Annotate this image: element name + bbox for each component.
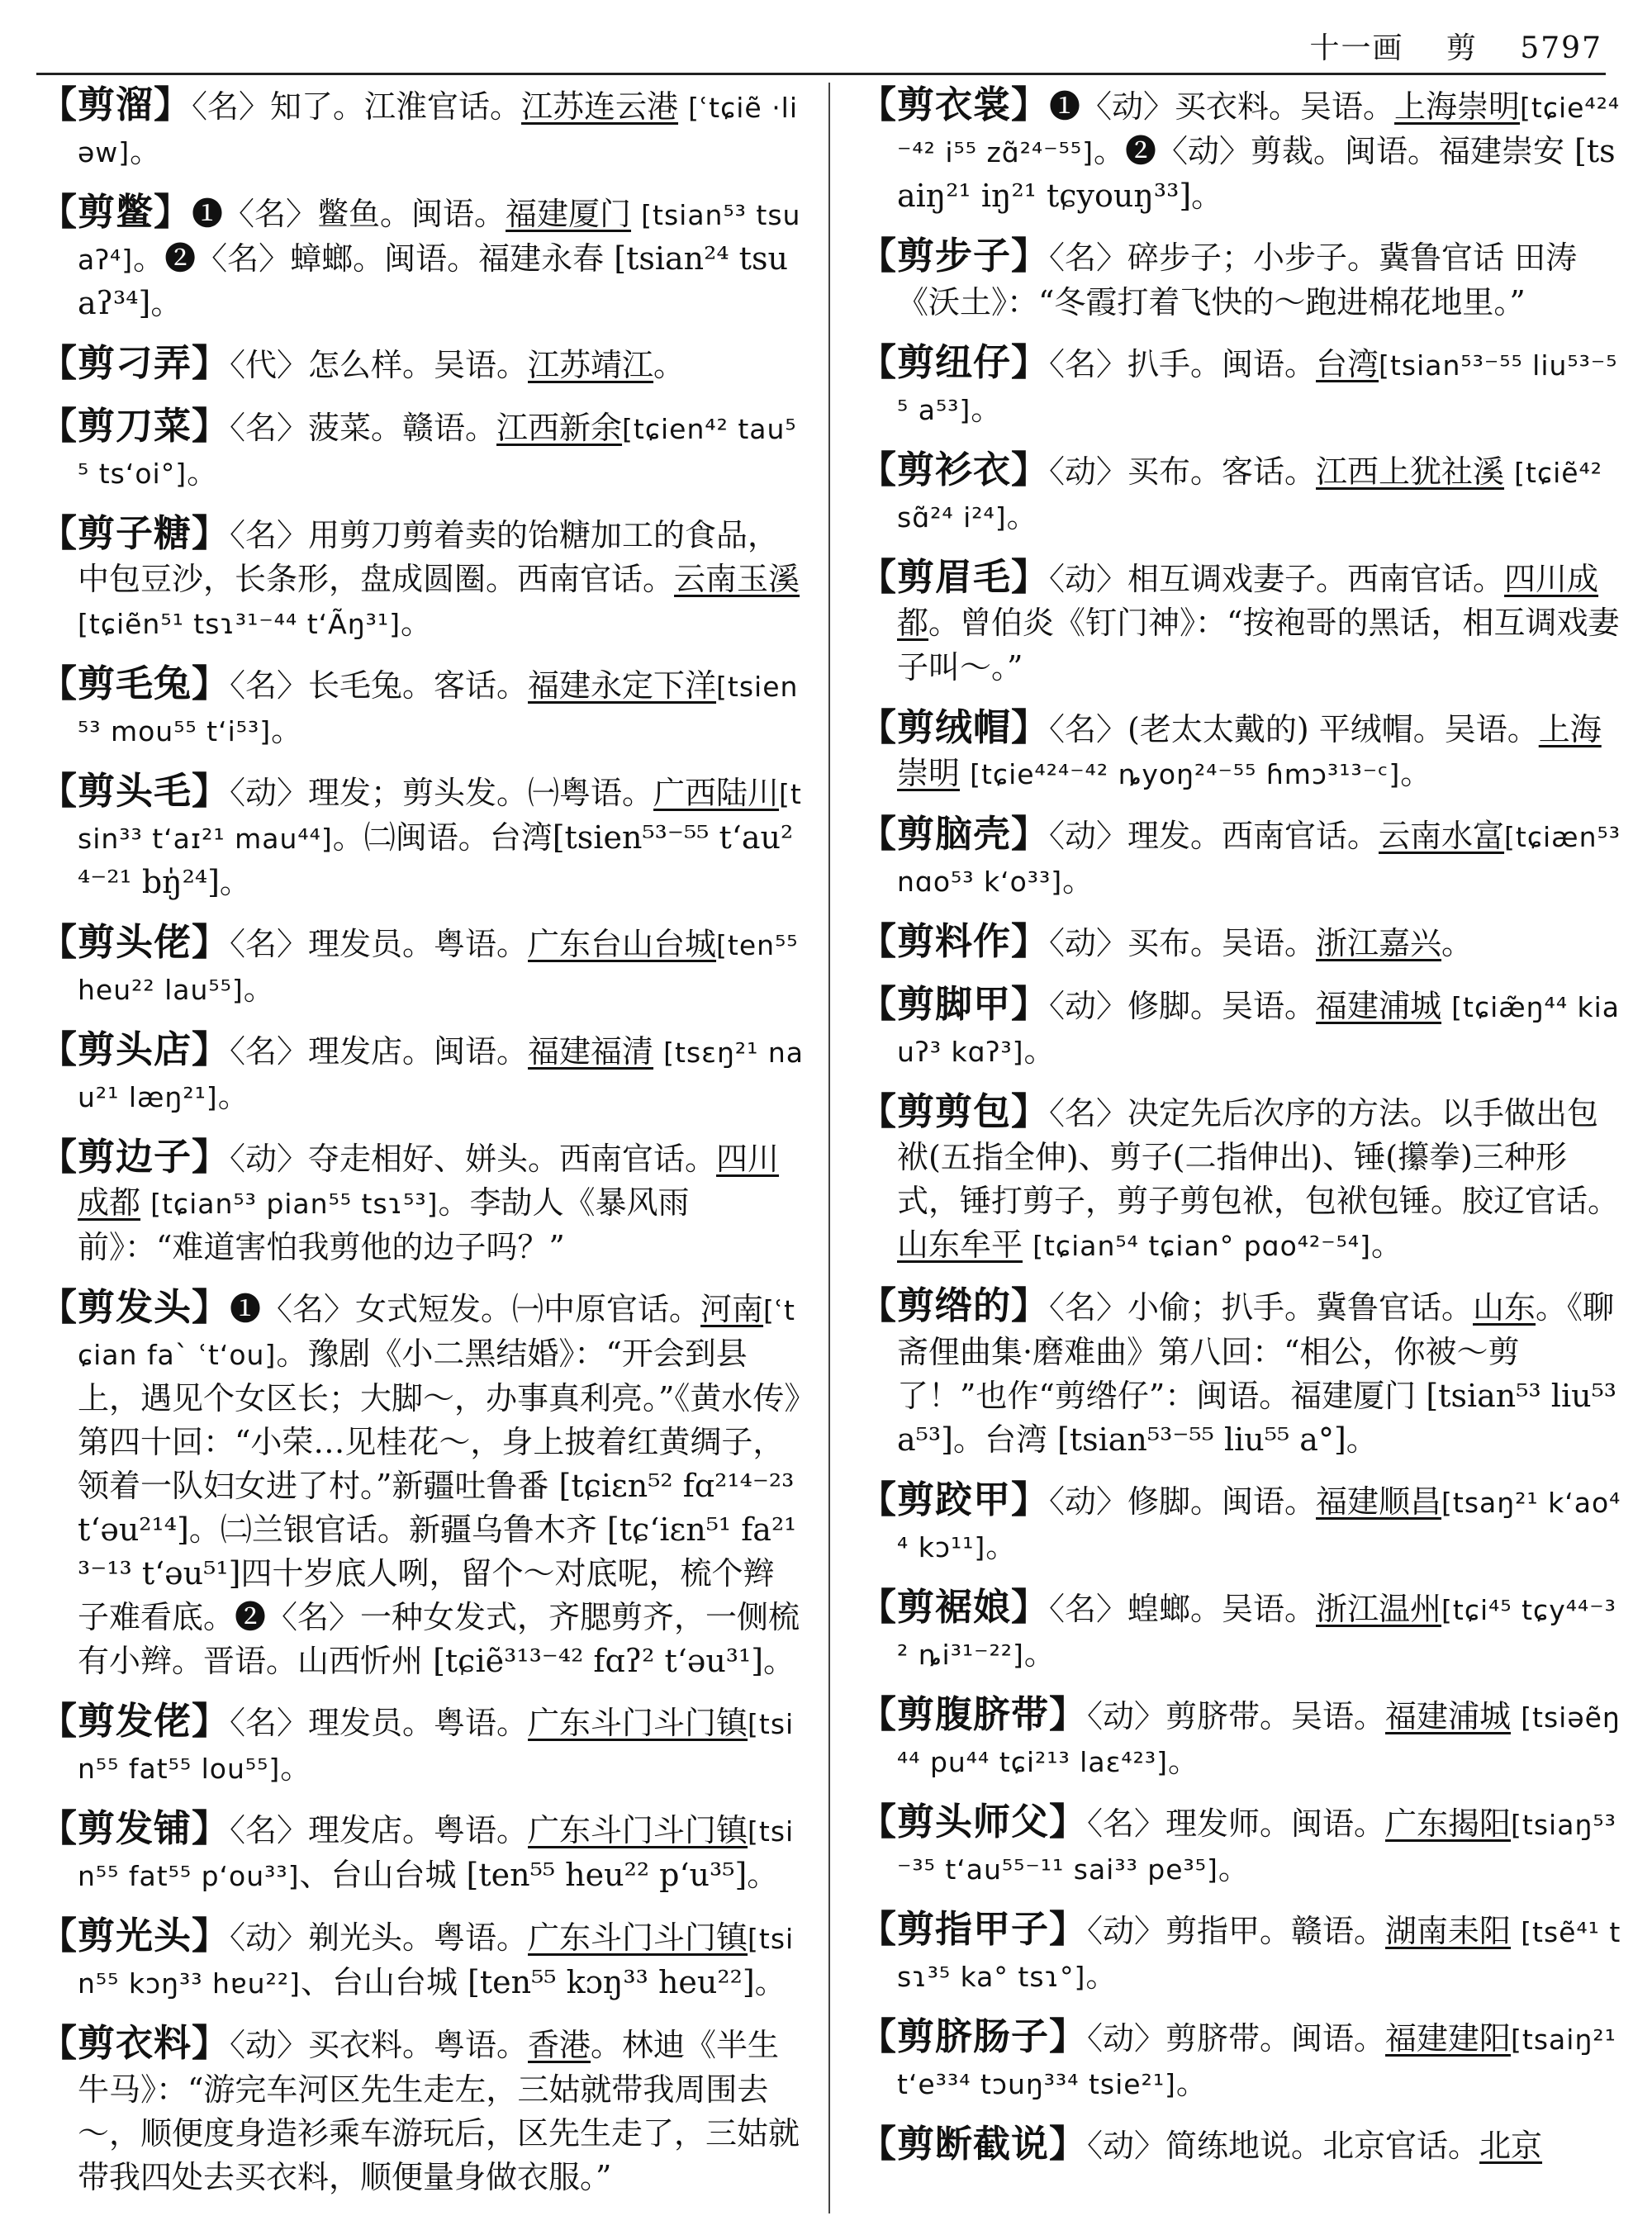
left-column xyxy=(40,83,804,2215)
dictionary-entry xyxy=(40,1027,804,1119)
dictionary-entry xyxy=(859,919,1623,966)
entry-location: 江西新余 xyxy=(496,410,623,446)
dictionary-entry xyxy=(40,1135,804,1269)
entry-note: 。 xyxy=(1023,1032,1056,1069)
entry-definition: 〈动〉买布。客话。 xyxy=(1049,453,1317,490)
entry-pronunciation: [tɕi⁴⁵ tɕy⁴⁴⁻³² ȵi³¹⁻²²] xyxy=(897,1594,1616,1671)
entry-definition: 〈名〉小偷；扒手。冀鲁官话。 xyxy=(1049,1289,1474,1326)
dictionary-entry xyxy=(40,920,804,1012)
entry-pronunciation: [tsaŋ²¹ kʻao⁴⁴ kɔ¹¹] xyxy=(897,1487,1621,1563)
entry-definition: 〈名〉理发店。粤语。 xyxy=(230,1812,529,1848)
entry-note: 。 xyxy=(1441,925,1474,961)
entry-headword: 【剪脑壳】 xyxy=(859,812,1050,856)
entry-location: 山东牟平 xyxy=(897,1226,1023,1263)
page-number: 5797 xyxy=(1520,31,1602,65)
entry-definition: 〈名〉碎步子；小步子。冀鲁官话 xyxy=(1049,240,1505,276)
entry-headword: 【剪头师父】 xyxy=(859,1800,1088,1843)
entry-headword: 【剪光头】 xyxy=(40,1914,230,1957)
dictionary-entry xyxy=(40,662,804,753)
entry-definition: 〈动〉简练地说。北京官话。 xyxy=(1087,2128,1480,2164)
entry-definition: 〈名〉扒手。闽语。 xyxy=(1049,346,1317,382)
entry-note: 。林迪《半生牛马》：“游完车河区先生走左，三姑就带我周围去～，顺便度身造衫乘车游玩后，区先生走了，三姑就带我四处去买衣料，顺便量身做衣服。” xyxy=(78,2027,800,2195)
dictionary-entry xyxy=(859,1907,1623,1999)
dictionary-entry xyxy=(40,769,804,904)
entry-pronunciation: [tɕien⁴² tau⁵⁵ tsʻoi°] xyxy=(78,413,797,490)
entry-note: 。❷〈动〉剪裁。闽语。福建崇安 [tsaiŋ²¹ iŋ²¹ tɕyouŋ³³]。 xyxy=(897,133,1616,214)
dictionary-entry xyxy=(859,1692,1623,1784)
entry-definition: 〈动〉修脚。吴语。 xyxy=(1049,988,1317,1024)
entry-pronunciation: [tɕiẽ⁴² sɑ̃²⁴ i²⁴] xyxy=(897,457,1603,534)
entry-definition: ❶〈名〉鳖鱼。闽语。 xyxy=(192,196,506,232)
entry-location: 香港 xyxy=(528,2027,591,2063)
dictionary-entry xyxy=(859,2122,1623,2169)
entry-space xyxy=(653,1033,663,1070)
header-rule xyxy=(36,73,1606,75)
dictionary-entry xyxy=(40,1806,804,1898)
entry-note: 。 xyxy=(217,1078,249,1114)
entry-space xyxy=(1511,1698,1521,1734)
entry-pronunciation: [tɕiẽn⁵¹ tsɿ³¹⁻⁴⁴ tʻÃŋ³¹] xyxy=(78,608,401,640)
entry-note: 。 xyxy=(1175,2065,1208,2101)
entry-headword: 【剪腹脐带】 xyxy=(859,1692,1088,1736)
dictionary-entry xyxy=(40,190,804,325)
entry-definition: 〈名〉(老太太戴的) 平绒帽。吴语。 xyxy=(1049,711,1539,747)
dictionary-entry xyxy=(40,404,804,496)
entry-definition: 〈动〉买衣料。粤语。 xyxy=(230,2027,529,2063)
entry-headword: 【剪脐肠子】 xyxy=(859,2014,1088,2058)
entry-headword: 【剪指甲子】 xyxy=(859,1907,1088,1951)
entry-pronunciation: [ʿtɕian faˋ ʿtʻou] xyxy=(78,1294,795,1371)
entry-note: 。 xyxy=(653,347,686,383)
page-header xyxy=(1278,25,1602,67)
entry-headword: 【剪发头】 xyxy=(40,1285,230,1329)
entry-definition: 〈名〉理发员。粤语。 xyxy=(230,1705,529,1741)
entry-space xyxy=(678,88,688,125)
entry-headword: 【剪衣裳】 xyxy=(859,83,1050,126)
entry-location: 广东斗门斗门镇 xyxy=(528,1812,748,1848)
entry-note: 。❷〈名〉蟑螂。闽语。福建永春 [tsian²⁴ tsuaʔ³⁴]。 xyxy=(78,240,788,321)
entry-headword: 【剪绺的】 xyxy=(859,1283,1050,1327)
entry-note: 。 xyxy=(271,712,303,748)
entry-headword: 【剪头佬】 xyxy=(40,920,230,964)
entry-headword: 【剪边子】 xyxy=(40,1135,230,1179)
entry-pronunciation: [tsian⁵³⁻⁵⁵ liu⁵³⁻⁵⁵ a⁵³] xyxy=(897,349,1618,426)
entry-location: 广东揭阳 xyxy=(1385,1805,1512,1842)
entry-location: 浙江温州 xyxy=(1316,1591,1442,1627)
dictionary-entry xyxy=(859,1283,1623,1462)
entry-definition: 〈名〉菠菜。赣语。 xyxy=(230,410,497,446)
entry-headword: 【剪衫衣】 xyxy=(859,448,1050,491)
entry-pronunciation: [tsin³³ tʻaɪ²¹ mau⁴⁴] xyxy=(78,778,802,855)
entry-definition: 〈动〉买布。吴语。 xyxy=(1049,925,1317,961)
dictionary-entry xyxy=(859,234,1623,325)
entry-pronunciation: [ʿtɕiẽ ·liəw] xyxy=(78,92,799,168)
entry-headword: 【剪溜】 xyxy=(40,83,192,126)
entry-location: 台湾 xyxy=(1316,346,1379,382)
entry-headword: 【剪纽仔】 xyxy=(859,340,1050,384)
entry-definition: 〈动〉修脚。闽语。 xyxy=(1049,1483,1317,1520)
entry-note: 。 xyxy=(243,970,275,1007)
entry-location: 福建厦门 xyxy=(506,196,632,232)
right-column xyxy=(859,83,1623,2185)
entry-note: 。 xyxy=(280,1749,312,1786)
entry-note: 。 xyxy=(971,391,1003,427)
entry-location: 广西陆川 xyxy=(653,775,780,811)
entry-headword: 【剪衣料】 xyxy=(40,2021,230,2065)
entry-definition: 〈名〉理发店。闽语。 xyxy=(230,1033,529,1070)
entry-pronunciation: [tsiaŋ⁵³⁻³⁵ tʻau⁵⁵⁻¹¹ sai³³ pe³⁵] xyxy=(897,1809,1616,1886)
entry-location: 福建永定下洋 xyxy=(528,667,717,704)
entry-pronunciation: [tɕie⁴²⁴⁻⁴² ȵyoŋ²⁴⁻⁵⁵ ɦmɔ³¹³⁻ᶜ] xyxy=(970,758,1401,790)
entry-space xyxy=(960,755,970,791)
dictionary-entry xyxy=(859,2014,1623,2106)
entry-location: 广东斗门斗门镇 xyxy=(528,1919,748,1956)
entry-pronunciation: [tsaiŋ²¹ tʻe³³⁴ tɔuŋ³³⁴ tsie²¹] xyxy=(897,2024,1616,2100)
entry-pronunciation: [tsɛŋ²¹ nau²¹ læŋ²¹] xyxy=(78,1037,804,1113)
entry-headword: 【剪眉毛】 xyxy=(859,555,1050,599)
entry-location: 山东 xyxy=(1473,1289,1536,1326)
entry-location: 四川成都 xyxy=(897,561,1599,641)
entry-headword: 【剪头店】 xyxy=(40,1027,230,1071)
entry-headword: 【剪跤甲】 xyxy=(859,1478,1050,1521)
entry-location: 北京 xyxy=(1479,2128,1543,2164)
dictionary-entry xyxy=(859,448,1623,539)
entry-definition: 〈名〉用剪刀剪着卖的饴糖加工的食品，中包豆沙，长条形，盘成圆圈。西南官话。 xyxy=(78,517,780,597)
dictionary-entry xyxy=(859,1585,1623,1677)
entry-note: 。 xyxy=(1400,755,1432,791)
entry-pronunciation: [tɕian⁵⁴ tɕian° pɑo⁴²⁻⁵⁴] xyxy=(1032,1230,1371,1262)
entry-definition: 〈动〉相互调戏妻子。西南官话。 xyxy=(1049,561,1505,597)
entry-definition: 〈代〉怎么样。吴语。 xyxy=(230,347,529,383)
dictionary-entry xyxy=(859,340,1623,432)
entry-note: 。 xyxy=(1167,1743,1199,1779)
entry-pronunciation: [tsẽ⁴¹ tsɿ³⁵ ka° tsɿ°] xyxy=(897,1916,1621,1993)
entry-headword: 【剪子糖】 xyxy=(40,511,230,555)
entry-headword: 【剪头毛】 xyxy=(40,769,230,813)
dictionary-entry xyxy=(859,83,1623,218)
dictionary-entry xyxy=(40,341,804,388)
entry-pronunciation: [tɕian⁵³ pian⁵⁵ tsɿ⁵³] xyxy=(150,1188,439,1220)
entry-definition: 〈名〉理发员。粤语。 xyxy=(230,926,529,962)
entry-space xyxy=(631,196,641,232)
dictionary-entry xyxy=(40,1285,804,1683)
entry-pronunciation: [tsin⁵⁵ fat⁵⁵ lou⁵⁵] xyxy=(78,1708,795,1785)
entry-location: 上海崇明 xyxy=(897,711,1602,791)
entry-pronunciation: [tsin⁵⁵ kɔŋ³³ hɐu²²] xyxy=(78,1923,795,2000)
entry-headword: 【剪剪包】 xyxy=(859,1089,1050,1133)
entry-location: 浙江嘉兴 xyxy=(1316,925,1442,961)
entry-note: 。 xyxy=(985,1528,1018,1564)
dictionary-entry xyxy=(859,705,1623,796)
entry-definition: 〈名〉知了。江淮官话。 xyxy=(192,88,522,125)
entry-note: 。㈡闽语。台湾[tsien⁵³⁻⁵⁵ tʻau²⁴⁻²¹ bŋ̍²⁴]。 xyxy=(78,819,794,900)
entry-location: 福建建阳 xyxy=(1385,2020,1512,2057)
entry-headword: 【剪刀菜】 xyxy=(40,404,230,448)
entry-space xyxy=(1504,453,1514,490)
entry-pronunciation: [tɕiæn⁵³ nɑo⁵³ kʻo³³] xyxy=(897,821,1621,898)
entry-definition: 〈动〉夺走相好、姘头。西南官话。 xyxy=(230,1141,717,1177)
entry-pronunciation: [tɕiæ̃ŋ⁴⁴ kiauʔ³ kɑʔ³] xyxy=(897,991,1621,1068)
entry-definition: 〈动〉剪脐带。吴语。 xyxy=(1087,1698,1386,1734)
entry-note: 。 xyxy=(1023,1635,1056,1672)
entry-space xyxy=(140,1184,150,1221)
entry-note: 。 xyxy=(401,605,433,641)
entry-note: 。 xyxy=(1218,1850,1250,1886)
entry-note: 、台山台城 [ten⁵⁵ heu²² pʻu³⁵]。 xyxy=(299,1857,779,1893)
dictionary-entry xyxy=(40,83,804,174)
entry-location: 云南水富 xyxy=(1379,818,1505,854)
entry-note: 。曾伯炎《钉门神》：“按袍哥的黑话，相互调戏妻子叫～。” xyxy=(897,605,1620,686)
entry-location: 福建顺昌 xyxy=(1316,1483,1442,1520)
header-char: 剪 xyxy=(1446,31,1478,65)
entry-headword: 【剪刁弄】 xyxy=(40,341,230,385)
entry-definition: 〈名〉蝗螂。吴语。 xyxy=(1049,1591,1317,1627)
entry-space xyxy=(1511,1913,1521,1949)
entry-note: 。 xyxy=(1062,862,1094,899)
entry-definition: 〈名〉理发师。闽语。 xyxy=(1087,1805,1386,1842)
entry-pronunciation: [tɕie⁴²⁴⁻⁴² i⁵⁵ zɑ̃²⁴⁻⁵⁵] xyxy=(897,92,1621,168)
dictionary-entry xyxy=(40,1699,804,1791)
entry-pronunciation: [ten⁵⁵ heu²² lau⁵⁵] xyxy=(78,929,799,1006)
entry-note: 。李劼人《暴风雨前》：“难道害怕我剪他的边子吗？” xyxy=(78,1184,690,1265)
entry-headword: 【剪鳖】 xyxy=(40,190,192,234)
entry-location: 云南玉溪 xyxy=(674,561,800,597)
entry-location: 广东台山台城 xyxy=(528,926,717,962)
entry-note: 。 xyxy=(130,133,162,169)
entry-pronunciation: [tsin⁵⁵ fat⁵⁵ pʻou³³] xyxy=(78,1815,795,1892)
entry-headword: 【剪步子】 xyxy=(859,234,1050,278)
entry-location: 广东斗门斗门镇 xyxy=(528,1705,748,1741)
entry-definition: 〈动〉剃光头。粤语。 xyxy=(230,1919,529,1956)
entry-location: 湖南耒阳 xyxy=(1385,1913,1512,1949)
dictionary-entry xyxy=(859,1478,1623,1569)
entry-headword: 【剪发铺】 xyxy=(40,1806,230,1850)
entry-pronunciation: [tsian⁵³ tsuaʔ⁴] xyxy=(78,199,801,276)
entry-definition: 〈动〉理发；剪头发。㈠粤语。 xyxy=(230,775,654,811)
entry-location: 福建福清 xyxy=(528,1033,654,1070)
entry-headword: 【剪料作】 xyxy=(859,919,1050,963)
dictionary-entry xyxy=(40,2021,804,2199)
entry-definition: 〈动〉剪脐带。闽语。 xyxy=(1087,2020,1386,2057)
entry-definition: 〈名〉决定先后次序的方法。以手做出包袱(五指全伸)、剪子(二指伸出)、锤(攥拳)三种形式，锤打剪子，剪子剪包袱，包袱包锤。胶辽官话。 xyxy=(897,1095,1620,1219)
entry-note: 。 xyxy=(1371,1226,1403,1263)
entry-definition: 〈名〉长毛兔。客话。 xyxy=(230,667,529,704)
entry-note: 田涛《沃土》：“冬霞打着飞快的～跑进棉花地里。” xyxy=(897,240,1578,320)
entry-definition: ❶〈动〉买衣料。吴语。 xyxy=(1049,88,1395,125)
entry-headword: 【剪断截说】 xyxy=(859,2122,1088,2166)
dictionary-entry xyxy=(40,511,804,646)
entry-definition: 〈动〉理发。西南官话。 xyxy=(1049,818,1379,854)
entry-location: 四川成都 xyxy=(78,1141,780,1221)
entry-headword: 【剪绒帽】 xyxy=(859,705,1050,749)
entry-note: 。 xyxy=(1085,1957,1118,1994)
entry-pronunciation: [tsiəẽŋ⁴⁴ pu⁴⁴ tɕi²¹³ laɛ⁴²³] xyxy=(897,1701,1621,1778)
entry-headword: 【剪脚甲】 xyxy=(859,982,1050,1026)
entry-note: 、台山台城 [ten⁵⁵ kɔŋ³³ heu²²]。 xyxy=(300,1964,786,2000)
entry-headword: 【剪发佬】 xyxy=(40,1699,230,1743)
entry-location: 上海崇明 xyxy=(1394,88,1521,125)
entry-location: 江苏靖江 xyxy=(528,347,654,383)
entry-location: 江苏连云港 xyxy=(521,88,679,125)
dictionary-entry xyxy=(859,555,1623,690)
entry-definition: ❶〈名〉女式短发。㈠中原官话。 xyxy=(230,1291,701,1327)
entry-location: 福建浦城 xyxy=(1316,988,1442,1024)
entry-note: 。豫剧《小二黑结婚》：“开会到县上，遇见个女区长；大脚～，办事真利亮。”《黄水传》第四十回：“小荣…见桂花～，身上披着红黄绸子，领着一队妇女进了村。”新疆吐鲁番 [tɕiɛn⁵² fɑ²¹⁴⁻²³ tʻəu²¹⁴]。㈡兰银官话。新疆乌鲁木齐 [tɕʻiɛn⁵¹ fa²¹³⁻¹³ tʻəu⁵¹]四十岁底人咧，留个～对底呢，梳个辫子难看底。❷〈名〉一种女发式，齐腮剪齐，一侧梳有小辫。晋语。山西忻州 [tɕiẽ³¹³⁻⁴² fɑʔ² tʻəu³¹]。 xyxy=(78,1336,800,1679)
dictionary-entry xyxy=(859,982,1623,1074)
entry-note: 。 xyxy=(1006,498,1038,534)
entry-headword: 【剪裾娘】 xyxy=(859,1585,1050,1629)
dictionary-entry xyxy=(40,1914,804,2005)
entry-definition: 〈动〉剪指甲。赣语。 xyxy=(1087,1913,1386,1949)
entry-pronunciation: [tsien⁵³ mou⁵⁵ tʻi⁵³] xyxy=(78,671,799,747)
dictionary-entry xyxy=(859,812,1623,904)
entry-location: 江西上犹社溪 xyxy=(1316,453,1505,490)
entry-space xyxy=(1023,1226,1032,1263)
dictionary-entry xyxy=(859,1800,1623,1891)
dictionary-entry xyxy=(859,1089,1623,1268)
entry-note: 。 xyxy=(187,454,219,491)
entry-location: 河南 xyxy=(700,1291,764,1327)
entry-space xyxy=(1441,988,1451,1024)
entry-location: 福建浦城 xyxy=(1385,1698,1512,1734)
header-section: 十一画 xyxy=(1309,31,1404,65)
entry-note: 。《聊斋俚曲集·磨难曲》第八回：“相公，你被～剪了！”也作“剪绺仔”：闽语。福建厦门 [tsian⁵³ liu⁵³ a⁵³]。台湾 [tsian⁵³⁻⁵⁵ liu⁵⁵ a°]。 xyxy=(897,1289,1617,1458)
entry-headword: 【剪毛兔】 xyxy=(40,662,230,705)
column-divider xyxy=(828,83,830,2213)
